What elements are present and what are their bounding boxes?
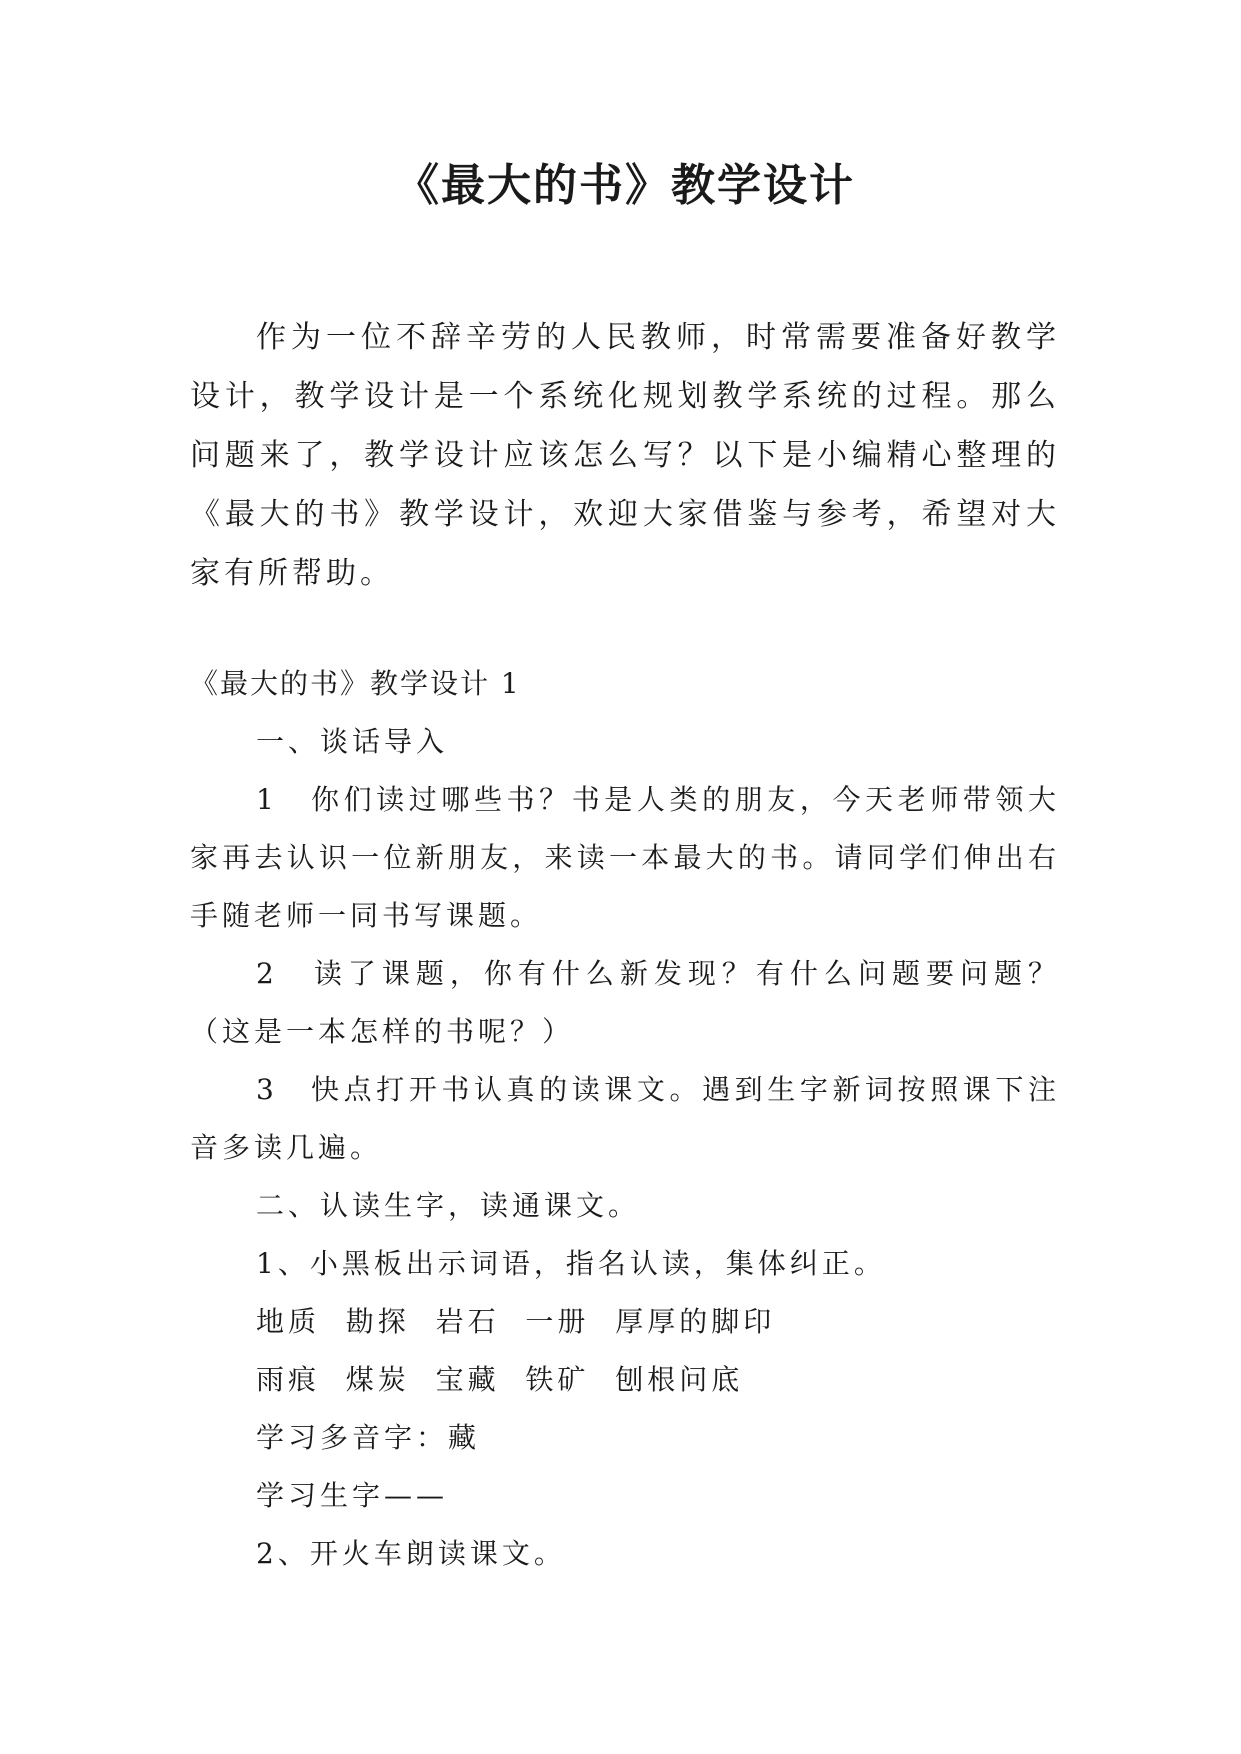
- section-heading: 《最大的书》教学设计 1: [190, 667, 521, 700]
- item-3: 3 快点打开书认真的读课文。遇到生字新词按照课下注音多读几遍。: [190, 1073, 1060, 1164]
- part1-heading: 一、谈话导入: [256, 725, 449, 758]
- document-title: 《最大的书》教学设计: [395, 160, 855, 211]
- new-characters-line: 学习生字——: [256, 1479, 449, 1512]
- document-page: [190, 0, 1060, 1583]
- word-list-line-1: 地质 勘探 岩石 一册 厚厚的脚印: [256, 1305, 776, 1338]
- item-1: 1 你们读过哪些书？书是人类的朋友，今天老师带领大家再去认识一位新朋友，来读一本最大的书。请同学们伸出右手随老师一同书写课题。: [190, 783, 1060, 932]
- polyphone-line: 学习多音字：藏: [256, 1421, 481, 1454]
- part2-heading: 二、认读生字，读通课文。: [256, 1189, 641, 1222]
- step-1: 1、小黑板出示词语，指名认读，集体纠正。: [256, 1247, 886, 1280]
- word-list-line-2: 雨痕 煤炭 宝藏 铁矿 刨根问底: [256, 1363, 744, 1396]
- item-2: 2 读了课题，你有什么新发现？有什么问题要问题？（这是一本怎样的书呢？）: [190, 957, 1060, 1048]
- step-2: 2、开火车朗读课文。: [256, 1537, 566, 1570]
- intro-paragraph: 作为一位不辞辛劳的人民教师，时常需要准备好教学设计，教学设计是一个系统化规划教学系统的过程。那么问题来了，教学设计应该怎么写？以下是小编精心整理的《最大的书》教学设计，欢迎大家借鉴与参考，希望对大家有所帮助。: [190, 320, 1060, 591]
